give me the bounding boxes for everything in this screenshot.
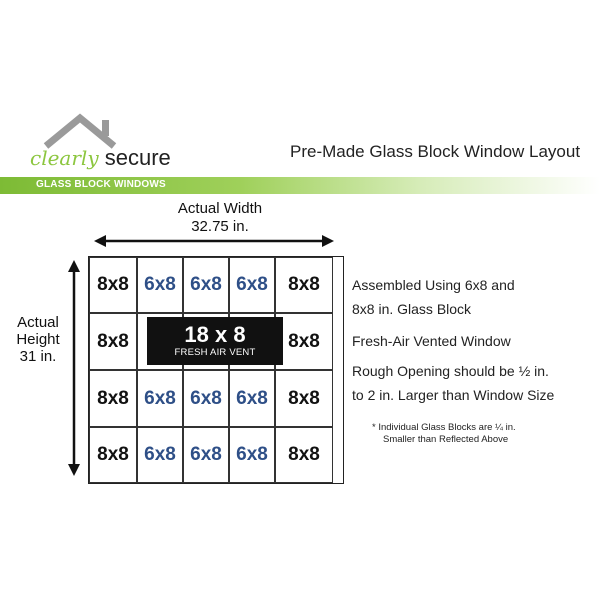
vent-label: FRESH AIR VENT [174, 347, 256, 358]
glass-block-cell: 8x8 [275, 427, 333, 483]
glass-block-cell: 6x8 [137, 427, 183, 483]
glass-block-cell: 6x8 [137, 370, 183, 427]
logo-tagline: GLASS BLOCK WINDOWS [36, 179, 166, 190]
note-line-1: Assembled Using 6x8 and [352, 277, 515, 293]
glass-block-cell: 6x8 [137, 257, 183, 313]
note-vented: Fresh-Air Vented Window [352, 333, 511, 349]
width-arrow-left-head [94, 235, 106, 247]
footnote-line-2: Smaller than Reflected Above [383, 434, 509, 445]
footnote [372, 422, 516, 446]
glass-block-cell: 6x8 [229, 427, 275, 483]
glass-block-cell: 8x8 [89, 427, 137, 483]
note-assembled [352, 275, 515, 319]
glass-block-cell: 6x8 [229, 257, 275, 313]
note-rough-opening [352, 361, 554, 405]
footnote-line-1: * Individual Glass Blocks are ¼ in. [372, 422, 516, 433]
note-line-2: 8x8 in. Glass Block [352, 301, 472, 317]
width-label: Actual Width [177, 200, 263, 217]
glass-block-cell: 8x8 [275, 370, 333, 427]
height-arrow-top-head [68, 260, 80, 272]
glass-block-cell: 6x8 [183, 427, 229, 483]
glass-block-window-grid [88, 256, 344, 484]
glass-block-cell: 6x8 [183, 257, 229, 313]
width-value: 32.75 in. [191, 218, 249, 235]
height-label: Actual [17, 314, 59, 331]
glass-block-cell: 8x8 [89, 257, 137, 313]
glass-block-cell: 8x8 [89, 370, 137, 427]
glass-block-cell: 8x8 [275, 313, 333, 370]
vent-size: 18 x 8 [184, 322, 246, 347]
glass-block-cell: 8x8 [89, 313, 137, 370]
width-arrow-right-head [322, 235, 334, 247]
logo-word-clearly: clearly [30, 146, 99, 170]
note-line-4: Rough Opening should be ½ in. [352, 363, 549, 379]
glass-block-cell: 6x8 [183, 370, 229, 427]
height-label-2: Height [16, 331, 60, 348]
height-arrow-bottom-head [68, 464, 80, 476]
glass-block-cell: 8x8 [275, 257, 333, 313]
logo-word-secure: secure [104, 145, 171, 170]
height-value: 31 in. [19, 348, 57, 365]
fresh-air-vent [147, 317, 283, 365]
glass-block-cell: 6x8 [229, 370, 275, 427]
note-line-5: to 2 in. Larger than Window Size [352, 387, 555, 403]
page-title: Pre-Made Glass Block Window Layout [290, 142, 581, 161]
